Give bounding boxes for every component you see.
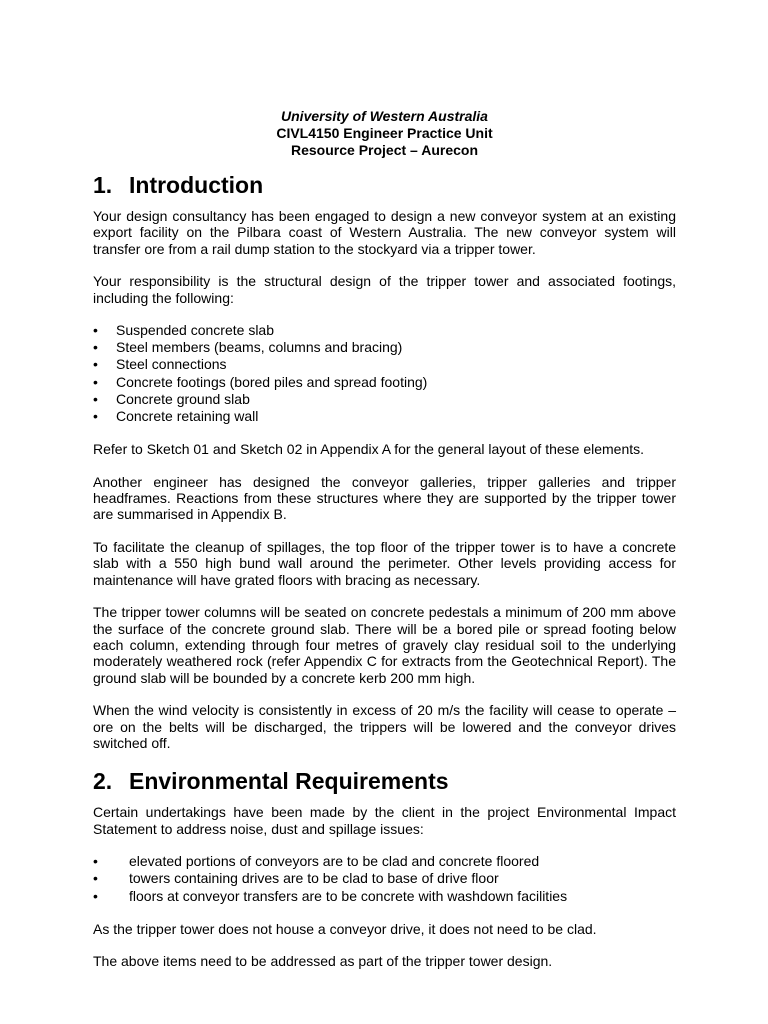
bullet-icon: • (93, 390, 98, 407)
list-item: • Concrete ground slab (93, 390, 250, 407)
section-1-title: Introduction (129, 172, 264, 198)
bullet-icon: • (93, 887, 98, 904)
document-page (93, 108, 676, 986)
intro-paragraph-1: Your design consultancy has been engaged to design a new conveyor system at an existing export facility on the Pilbara coast of Western Australia. The new conveyor system will transfer ore from a rail dump station to the stockyard via a tripper tower. (93, 208, 676, 257)
list-item: • towers containing drives are to be clad to base of drive floor (93, 870, 499, 887)
list-item: • Concrete retaining wall (93, 408, 259, 425)
scope-list (93, 322, 676, 425)
section-2-heading (93, 767, 676, 795)
intro-paragraph-5: To facilitate the cleanup of spillages, the top floor of the tripper tower is to have a concrete slab with a 550 high bund wall around the perimeter. Other levels providing access for maintenance will have grated floors with bracing as necessary. (93, 538, 676, 588)
list-item: • Concrete footings (bored piles and spread footing) (93, 373, 428, 390)
intro-paragraph-4: Another engineer has designed the conveyor galleries, tripper galleries and tripper headframes. Reactions from these structures where they are supported by the tripper tower are summarised in Appendix B. (93, 473, 676, 523)
unit-code: CIVL4150 Engineer Practice Unit (276, 125, 493, 141)
university-name: University of Western Australia (281, 108, 488, 124)
list-item: • elevated portions of conveyors are to be clad and concrete floored (93, 853, 540, 870)
list-item: • floors at conveyor transfers are to be concrete with washdown facilities (93, 887, 568, 904)
env-paragraph-3: The above items need to be addressed as part of the tripper tower design. (93, 953, 553, 970)
bullet-icon: • (93, 356, 98, 373)
project-name: Resource Project – Aurecon (291, 142, 478, 158)
list-item: • Steel connections (93, 356, 227, 373)
section-2-number: 2. (93, 768, 113, 795)
section-1-number: 1. (93, 172, 113, 198)
section-2-title: Environmental Requirements (129, 768, 449, 795)
bullet-icon: • (93, 408, 98, 425)
bullet-icon: • (93, 373, 98, 390)
bullet-icon: • (93, 870, 98, 887)
intro-paragraph-6: The tripper tower columns will be seated on concrete pedestals a minimum of 200 mm above the surface of the concrete ground slab. There will be a bored pile or spread footing below each column, extending through four metres of gravely clay residual soil to the underlying moderately weathered rock (refer Appendix C for extracts from the Geotechnical Report). The ground slab will be bounded by a concrete kerb 200 mm high. (93, 604, 676, 686)
list-item: • Steel members (beams, columns and bracing) (93, 339, 403, 356)
section-1-heading (93, 171, 676, 199)
env-paragraph-1: Certain undertakings have been made by the client in the project Environmental Impact Statement to address noise, dust and spillage issues: (93, 804, 676, 837)
bullet-icon: • (93, 853, 98, 870)
intro-paragraph-7: When the wind velocity is consistently in excess of 20 m/s the facility will cease to operate – ore on the belts will be discharged, the trippers will be lowered and the conveyor drives switched off. (93, 702, 676, 751)
intro-paragraph-3: Refer to Sketch 01 and Sketch 02 in Appendix A for the general layout of these elements. (93, 441, 645, 458)
bullet-icon: • (93, 322, 98, 339)
env-list (93, 853, 676, 905)
intro-paragraph-2: Your responsibility is the structural design of the tripper tower and associated footings, including the following: (93, 273, 676, 306)
list-item: • Suspended concrete slab (93, 322, 274, 339)
bullet-icon: • (93, 339, 98, 356)
env-paragraph-2: As the tripper tower does not house a conveyor drive, it does not need to be clad. (93, 920, 597, 937)
